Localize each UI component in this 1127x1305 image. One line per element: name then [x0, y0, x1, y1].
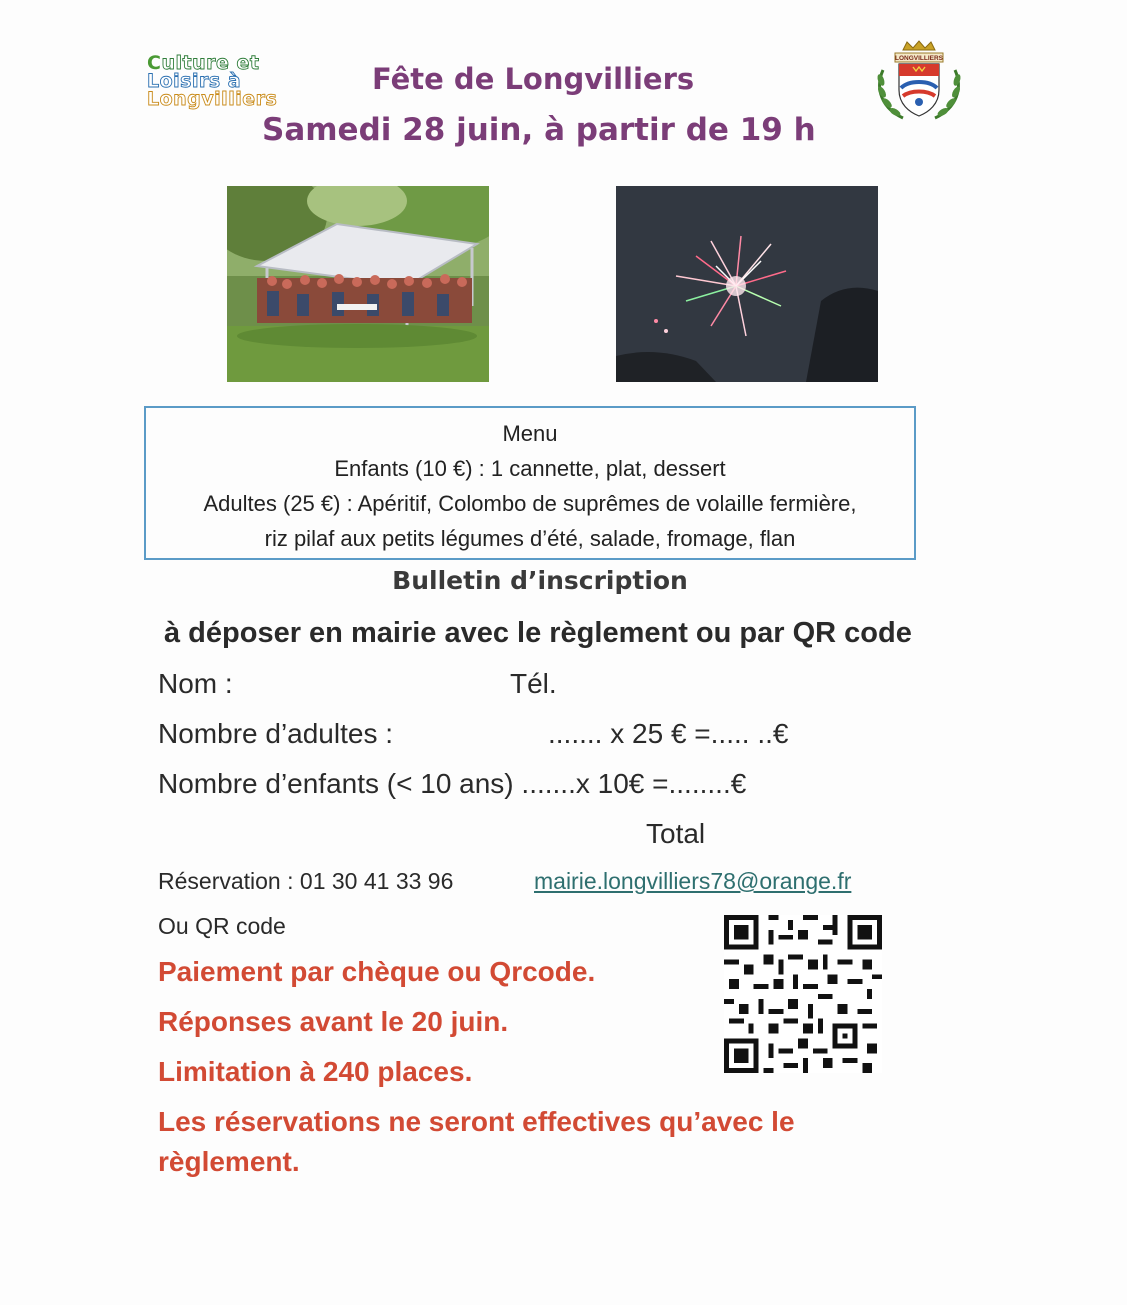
- effective-note-line-1: Les réservations ne seront effectives qu’avec le: [158, 1106, 795, 1137]
- menu-children: Enfants (10 €) : 1 cannette, plat, dessert: [334, 456, 726, 481]
- crest-banner-text: LONGVILLIERS: [894, 55, 944, 62]
- form-heading: Bulletin d’inscription: [392, 566, 688, 595]
- effective-note-line-2: règlement.: [158, 1146, 300, 1177]
- email-link[interactable]: mairie.longvilliers78@orange.fr: [534, 868, 852, 894]
- menu-adults-line-2: riz pilaf aux petits légumes d’été, salade, fromage, flan: [264, 526, 796, 551]
- logo-line-2: Loisirs à: [147, 70, 242, 92]
- event-date: Samedi 28 juin, à partir de 19 h: [262, 112, 816, 148]
- menu-box: [144, 406, 916, 560]
- town-crest-icon: [873, 40, 965, 126]
- qr-code-label: Ou QR code: [158, 913, 286, 939]
- form-instructions: à déposer en mairie avec le règlement ou par QR code: [164, 617, 912, 649]
- limit-note: Limitation à 240 places.: [158, 1056, 473, 1087]
- party-tent-photo: [227, 186, 489, 382]
- total-label: Total: [646, 818, 706, 849]
- menu-heading: Menu: [502, 421, 558, 446]
- qr-code-icon[interactable]: [723, 915, 883, 1073]
- logo-line-3: Longvilliers: [147, 88, 278, 110]
- reservation-phone: Réservation : 01 30 41 33 96: [158, 868, 454, 894]
- event-title: Fête de Longvilliers: [372, 62, 695, 96]
- children-line: Nombre d’enfants (< 10 ans) .......x 10€ =........€: [158, 768, 747, 799]
- logo-line-1: Culture et: [147, 52, 260, 74]
- menu-adults-line-1: Adultes (25 €) : Apéritif, Colombo de suprêmes de volaille fermière,: [203, 491, 857, 516]
- adults-label: Nombre d’adultes :: [158, 718, 394, 749]
- adults-calculation: ....... x 25 € =..... ..€: [548, 718, 789, 749]
- phone-label: Tél.: [510, 668, 557, 699]
- fireworks-photo: [616, 186, 878, 382]
- deadline-note: Réponses avant le 20 juin.: [158, 1006, 509, 1037]
- association-logo: [145, 52, 350, 114]
- name-label: Nom :: [158, 668, 233, 699]
- payment-note: Paiement par chèque ou Qrcode.: [158, 956, 596, 987]
